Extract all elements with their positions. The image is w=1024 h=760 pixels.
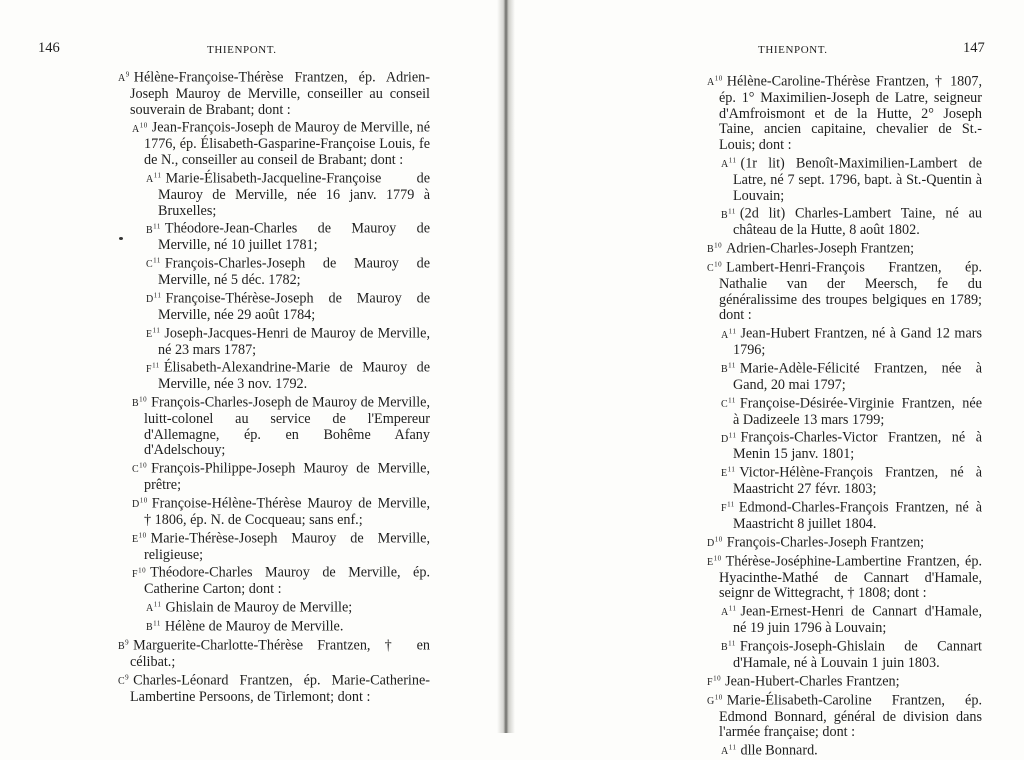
genealogy-entry <box>118 617 430 636</box>
generation-number: 11 <box>728 744 737 752</box>
generation-letter: B <box>132 398 140 410</box>
entry-text: Lambert-Henri-François Frantzen, ép. Nathalie van der Meersch, fe du généralissime des troupes belgiques en 1789; dont : <box>719 259 982 324</box>
left-page <box>0 0 500 733</box>
genealogy-entry <box>118 393 430 459</box>
generation-letter: F <box>707 676 714 688</box>
generation-letter: C <box>721 398 729 410</box>
generation-marker <box>146 622 161 633</box>
generation-letter: D <box>146 294 154 306</box>
generation-number: 10 <box>714 75 723 83</box>
generation-letter: G <box>707 695 715 707</box>
generation-letter: C <box>118 676 126 688</box>
entry-text: Thérèse-Joséphine-Lambertine Frantzen, ép. Hyacinthe-Mathé de Cannart d'Hamale, seignr de Wittegracht, † 1808; dont : <box>719 552 982 602</box>
genealogy-text <box>707 72 982 760</box>
entry-text: Victor-Hélène-François Frantzen, né à Maastricht 27 févr. 1803; <box>733 464 982 498</box>
genealogy-entry <box>118 219 430 254</box>
generation-number: 10 <box>713 554 722 563</box>
generation-letter: A <box>146 174 154 186</box>
generation-letter: A <box>721 607 729 619</box>
genealogy-entry <box>707 324 982 359</box>
generation-marker <box>721 468 735 479</box>
entry-text: Jean-Hubert-Charles Frantzen; <box>725 672 900 689</box>
genealogy-entry <box>118 324 430 359</box>
generation-marker <box>146 222 161 236</box>
generation-letter: F <box>721 503 728 515</box>
entry-text: Françoise-Désirée-Virginie Frantzen, née à Dadizeele 13 mars 1799; <box>733 394 982 428</box>
ink-speck <box>119 237 123 240</box>
entry-text: (2d lit) Charles-Lambert Taine, né au château de la Hutte, 8 août 1802. <box>733 205 982 239</box>
generation-marker <box>707 693 723 707</box>
genealogy-entry <box>118 254 430 289</box>
genealogy-entry <box>707 533 982 552</box>
generation-number: 11 <box>728 396 736 405</box>
entry-text: François-Charles-Joseph de Mauroy de Merville, né 5 déc. 1782; <box>158 255 430 289</box>
generation-letter: E <box>721 468 728 480</box>
genealogy-entry <box>118 598 430 617</box>
genealogy-entry <box>118 636 430 671</box>
generation-number: 10 <box>714 693 723 702</box>
generation-marker <box>132 531 147 545</box>
generation-number: 10 <box>714 535 723 544</box>
generation-letter: A <box>132 123 140 135</box>
genealogy-entry <box>707 394 982 429</box>
generation-marker <box>132 566 147 580</box>
generation-letter: C <box>146 259 154 271</box>
genealogy-entry <box>118 459 430 494</box>
generation-letter: D <box>721 433 729 445</box>
generation-number: 10 <box>713 674 722 683</box>
generation-letter: B <box>707 244 715 256</box>
generation-marker <box>146 171 162 186</box>
genealogy-entry <box>118 529 430 564</box>
entry-text: Jean-François-Joseph de Mauroy de Merville, né 1776, ép. Élisabeth-Gasparine-Françoise Louis, fe de N., conseiller au conseil de Brabant; dont : <box>144 119 430 169</box>
entry-text: Charles-Léonard Frantzen, ép. Marie-Catherine-Lambertine Persoons, de Tirlemont; dont : <box>130 672 430 705</box>
right-page <box>510 0 1024 759</box>
generation-letter: A <box>146 603 154 615</box>
generation-marker <box>707 674 722 688</box>
generation-marker <box>721 500 735 515</box>
genealogy-entry <box>118 671 430 706</box>
generation-marker <box>132 496 148 511</box>
genealogy-entry <box>707 72 982 154</box>
generation-number: 10 <box>138 531 147 540</box>
generation-marker <box>721 746 736 757</box>
generation-number: 11 <box>153 171 162 180</box>
entry-text: Edmond-Charles-François Frantzen, né à Maastricht 8 juillet 1804. <box>733 499 982 532</box>
generation-number: 11 <box>153 257 161 266</box>
generation-marker <box>132 121 148 135</box>
generation-letter: F <box>146 363 153 375</box>
generation-number: 11 <box>153 601 162 610</box>
generation-number: 10 <box>714 261 723 270</box>
genealogy-entry <box>707 691 982 741</box>
generation-number: 9 <box>125 71 130 79</box>
generation-marker <box>707 77 723 88</box>
generation-marker <box>721 207 736 221</box>
generation-number: 11 <box>728 156 737 165</box>
generation-number: 9 <box>125 639 130 648</box>
genealogy-entry <box>707 637 982 672</box>
entry-text: Jean-Hubert Frantzen, né à Gand 12 mars 1796; <box>733 325 982 359</box>
generation-marker <box>721 431 737 445</box>
generation-marker <box>721 639 736 654</box>
generation-number: 10 <box>139 496 148 505</box>
entry-text: dlle Bonnard. <box>740 742 818 759</box>
generation-marker <box>118 673 130 688</box>
running-head: THIENPONT. <box>758 44 828 56</box>
generation-letter: C <box>132 464 140 476</box>
entry-text: François-Charles-Victor Frantzen, né à Menin 15 janv. 1801; <box>733 429 982 463</box>
generation-marker <box>146 259 161 270</box>
entry-text: Marie-Adèle-Félicité Frantzen, née à Gand, 20 mai 1797; <box>733 360 982 393</box>
generation-number: 11 <box>728 605 737 614</box>
generation-marker <box>118 641 129 652</box>
genealogy-entry <box>707 154 982 204</box>
generation-number: 10 <box>139 395 148 404</box>
generation-letter: A <box>707 77 715 89</box>
entry-text: Hélène-Caroline-Thérèse Frantzen, † 1807, ép. 1° Maximilien-Joseph de Latre, seigneur d'Amfroismont et de la Hutte, 2° Joseph Taine, ancien capitaine, chevalier de St.-Louis; dont : <box>719 73 982 154</box>
generation-letter: A <box>118 73 126 85</box>
genealogy-entry <box>118 494 430 529</box>
generation-number: 9 <box>125 673 130 682</box>
generation-number: 11 <box>727 466 736 475</box>
genealogy-text <box>118 68 430 706</box>
entry-text: Marie-Élisabeth-Caroline Frantzen, ép. Edmond Bonnard, général de division dans l'armée française; dont : <box>719 691 982 741</box>
entry-text: François-Charles-Joseph Frantzen; <box>726 533 925 550</box>
generation-marker <box>707 554 722 568</box>
generation-number: 11 <box>153 222 161 231</box>
generation-letter: B <box>721 642 729 654</box>
entry-text: François-Joseph-Ghislain de Cannart d'Hamale, né à Louvain 1 juin 1803. <box>733 638 982 671</box>
generation-letter: D <box>132 499 140 511</box>
generation-number: 11 <box>728 361 736 370</box>
generation-marker <box>146 361 160 375</box>
generation-number: 11 <box>728 327 737 336</box>
generation-number: 10 <box>139 121 148 130</box>
generation-marker <box>132 464 147 475</box>
generation-number: 10 <box>714 242 723 251</box>
genealogy-entry <box>707 741 982 760</box>
genealogy-entry <box>707 359 982 394</box>
generation-letter: A <box>721 329 729 341</box>
entry-text: Adrien-Charles-Joseph Frantzen; <box>726 240 915 257</box>
entry-text: Théodore-Charles Mauroy de Merville, ép. Catherine Carton; dont : <box>144 564 430 598</box>
entry-text: (1r lit) Benoît-Maximilien-Lambert de Latre, né 7 sept. 1796, bapt. à St.-Quentin à Louvain; <box>733 155 982 204</box>
entry-text: Hélène-Françoise-Thérèse Frantzen, ép. Adrien-Joseph Mauroy de Merville, conseiller au conseil souverain de Brabant; dont : <box>130 69 430 118</box>
entry-text: Marie-Thérèse-Joseph Mauroy de Merville, religieuse; <box>144 529 430 563</box>
generation-number: 11 <box>153 620 161 629</box>
generation-number: 10 <box>139 462 148 471</box>
genealogy-entry <box>707 672 982 691</box>
generation-letter: E <box>132 533 139 545</box>
generation-marker <box>721 396 736 410</box>
generation-number: 11 <box>153 291 162 300</box>
genealogy-entry <box>707 463 982 498</box>
genealogy-entry <box>118 118 430 168</box>
entry-text: François-Charles-Joseph de Mauroy de Merville, luitt-colonel au service de l'Empereur d'Allemagne, ép. en Bohême Afany d'Adelschouy; <box>144 394 430 459</box>
generation-marker <box>132 395 148 410</box>
entry-text: Théodore-Jean-Charles de Mauroy de Merville, né 10 juillet 1781; <box>158 220 430 254</box>
genealogy-entry <box>707 602 982 637</box>
generation-letter: B <box>118 641 126 653</box>
entry-text: Françoise-Thérèse-Joseph de Mauroy de Merville, née 29 août 1784; <box>158 290 430 323</box>
generation-letter: A <box>721 159 729 171</box>
generation-letter: F <box>132 568 139 580</box>
entry-text: François-Philippe-Joseph Mauroy de Merville, prêtre; <box>144 460 430 494</box>
genealogy-entry <box>118 289 430 324</box>
generation-letter: B <box>146 622 154 634</box>
generation-marker <box>146 326 161 340</box>
entry-text: Élisabeth-Alexandrine-Marie de Mauroy de Merville, née 3 nov. 1792. <box>158 359 430 393</box>
generation-number: 11 <box>728 639 736 648</box>
generation-letter: B <box>146 224 154 236</box>
genealogy-entry <box>118 169 430 219</box>
generation-marker <box>721 327 737 341</box>
generation-marker <box>118 73 130 84</box>
entry-text: Joseph-Jacques-Henri de Mauroy de Merville, né 23 mars 1787; <box>158 324 430 358</box>
generation-number: 11 <box>728 207 736 216</box>
generation-number: 11 <box>728 431 737 440</box>
genealogy-entry <box>118 358 430 393</box>
entry-text: Hélène de Mauroy de Merville. <box>164 618 344 635</box>
generation-marker <box>707 244 722 255</box>
entry-text: Marguerite-Charlotte-Thérèse Frantzen, † en célibat.; <box>130 637 430 671</box>
genealogy-entry <box>118 563 430 598</box>
generation-number: 10 <box>138 566 147 575</box>
entry-text: Françoise-Hélène-Thérèse Mauroy de Merville, † 1806, ép. N. de Cocqueau; sans enf.; <box>144 495 430 528</box>
genealogy-entry <box>707 239 982 258</box>
generation-letter: C <box>707 263 715 275</box>
genealogy-entry <box>118 68 430 118</box>
page-number: 147 <box>963 40 985 56</box>
genealogy-entry <box>707 498 982 533</box>
generation-letter: E <box>146 328 153 340</box>
genealogy-entry <box>707 204 982 239</box>
generation-marker <box>721 361 736 376</box>
generation-marker <box>721 607 736 618</box>
generation-letter: B <box>721 364 729 376</box>
generation-letter: D <box>707 537 715 549</box>
generation-marker <box>707 263 722 274</box>
generation-marker <box>707 535 723 549</box>
page-number: 146 <box>38 40 60 56</box>
running-head: THIENPONT. <box>207 44 277 56</box>
entry-text: Ghislain de Mauroy de Merville; <box>165 599 353 616</box>
generation-marker <box>146 603 161 614</box>
generation-number: 11 <box>152 361 160 370</box>
entry-text: Marie-Élisabeth-Jacqueline-Françoise de Mauroy de Merville, née 16 janv. 1779 à Bruxelles; <box>158 170 430 219</box>
generation-marker <box>721 156 737 171</box>
generation-letter: A <box>721 746 729 758</box>
generation-number: 11 <box>727 500 735 509</box>
generation-marker <box>146 291 162 306</box>
generation-letter: B <box>721 209 729 221</box>
genealogy-entry <box>707 258 982 324</box>
genealogy-entry <box>707 428 982 463</box>
genealogy-entry <box>707 552 982 602</box>
generation-letter: E <box>707 556 714 568</box>
generation-number: 11 <box>152 326 161 335</box>
entry-text: Jean-Ernest-Henri de Cannart d'Hamale, né 19 juin 1796 à Louvain; <box>733 603 982 637</box>
